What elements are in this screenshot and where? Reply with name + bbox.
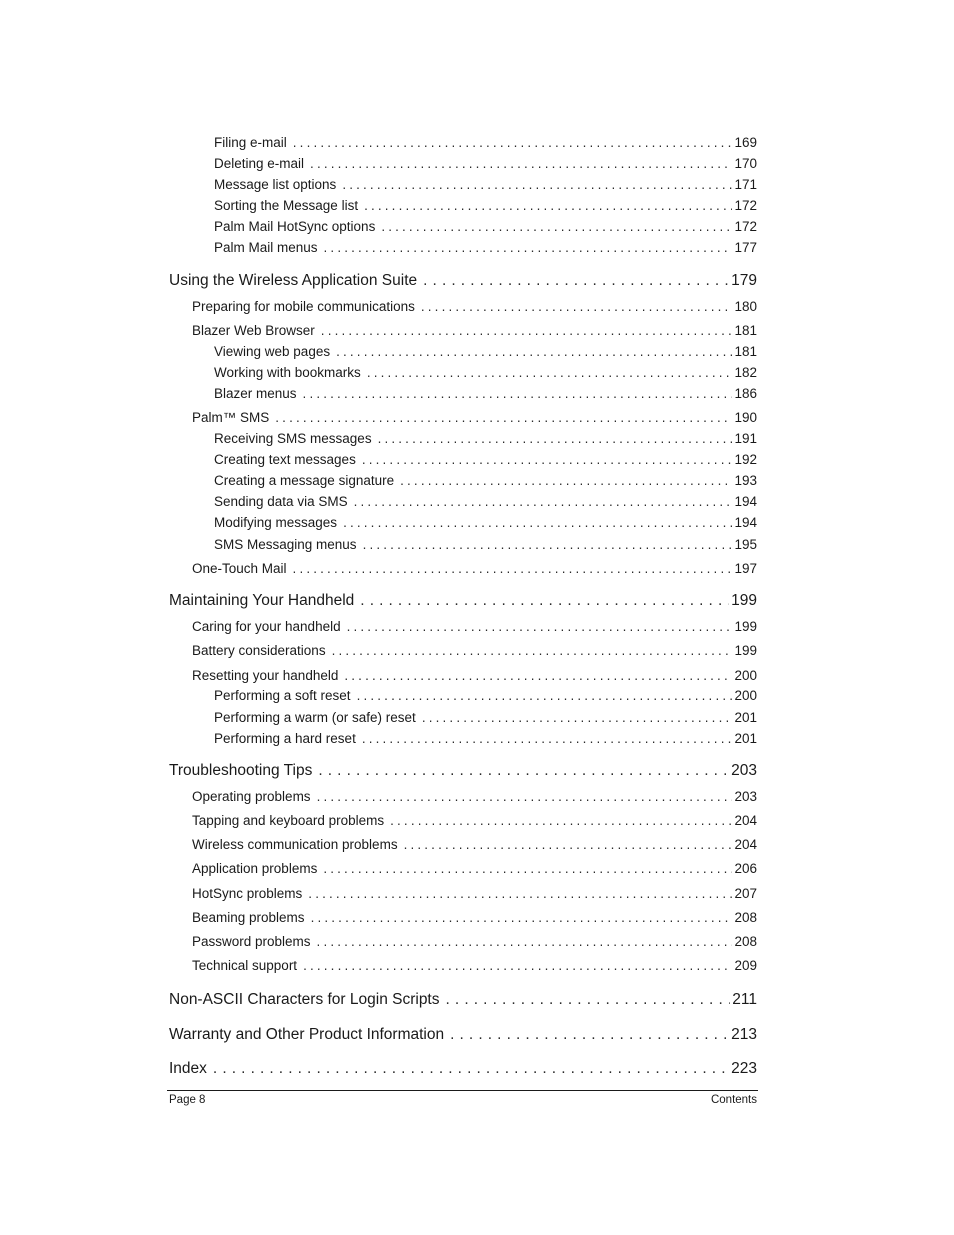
toc-entry-page-number: 211: [732, 991, 757, 1008]
dot-leader: [400, 473, 732, 488]
toc-entry-page-number: 194: [734, 515, 757, 530]
toc-entry-page-number: 206: [734, 861, 757, 876]
dot-leader: [317, 934, 733, 949]
toc-entry-page-number: 179: [731, 272, 757, 289]
dot-leader: [275, 410, 732, 425]
toc-subsection-entry[interactable]: [214, 156, 757, 176]
footer-page-number: Page 8: [169, 1094, 206, 1106]
toc-subsection-entry[interactable]: [214, 688, 757, 708]
toc-entry-title: Wireless communication problems: [192, 837, 398, 852]
toc-entry-title: Creating a message signature: [214, 473, 395, 488]
dot-leader: [293, 561, 733, 576]
toc-entry-page-number: 170: [734, 156, 757, 171]
toc-entry-title: Performing a warm (or safe) reset: [214, 710, 416, 725]
toc-subsection-entry[interactable]: [214, 731, 757, 751]
toc-entry-title: Performing a hard reset: [214, 731, 356, 746]
toc-section-entry[interactable]: [192, 958, 757, 978]
toc-entry-title: Caring for your handheld: [192, 619, 341, 634]
toc-entry-title: Modifying messages: [214, 515, 338, 530]
toc-section-entry[interactable]: [192, 410, 757, 430]
toc-entry-title: Resetting your handheld: [192, 668, 339, 683]
toc-entry-title: Troubleshooting Tips: [169, 762, 313, 779]
dot-leader: [303, 386, 733, 401]
toc-subsection-entry[interactable]: [214, 473, 757, 493]
toc-entry-title: Receiving SMS messages: [214, 431, 372, 446]
toc-entry-page-number: 192: [734, 452, 757, 467]
toc-entry-page-number: 199: [731, 592, 757, 609]
toc-entry-page-number: 209: [734, 958, 757, 973]
toc-entry-title: Password problems: [192, 934, 311, 949]
toc-chapter-entry[interactable]: [169, 991, 757, 1013]
toc-entry-page-number: 190: [734, 410, 757, 425]
toc-subsection-entry[interactable]: [214, 494, 757, 514]
toc-section-entry[interactable]: [192, 910, 757, 930]
toc-section-entry[interactable]: [192, 668, 757, 688]
toc-chapter-entry[interactable]: [169, 272, 757, 294]
dot-leader: [367, 365, 733, 380]
toc-chapter-entry[interactable]: [169, 1060, 757, 1082]
toc-entry-title: Battery considerations: [192, 643, 326, 658]
toc-section-entry[interactable]: [192, 837, 757, 857]
toc-entry-title: Filing e-mail: [214, 135, 287, 150]
toc-entry-page-number: 203: [734, 789, 757, 804]
toc-subsection-entry[interactable]: [214, 431, 757, 451]
toc-entry-title: Application problems: [192, 861, 318, 876]
toc-entry-page-number: 177: [734, 240, 757, 255]
toc-entry-title: Tapping and keyboard problems: [192, 813, 385, 828]
dot-leader: [381, 219, 732, 234]
toc-entry-title: Palm Mail HotSync options: [214, 219, 376, 234]
toc-entry-title: Maintaining Your Handheld: [169, 592, 355, 609]
dot-leader: [293, 135, 733, 150]
toc-entry-title: Blazer menus: [214, 386, 297, 401]
dot-leader: [310, 156, 732, 171]
toc-entry-page-number: 199: [734, 619, 757, 634]
toc-section-entry[interactable]: [192, 886, 757, 906]
toc-entry-title: Message list options: [214, 177, 337, 192]
dot-leader: [347, 619, 733, 634]
dot-leader: [332, 643, 733, 658]
toc-entry-page-number: 169: [734, 135, 757, 150]
toc-section-entry[interactable]: [192, 861, 757, 881]
dot-leader: [422, 710, 733, 725]
dot-leader: [362, 731, 733, 746]
toc-entry-page-number: 201: [734, 710, 757, 725]
toc-entry-page-number: 204: [734, 813, 757, 828]
toc-entry-title: SMS Messaging menus: [214, 537, 357, 552]
toc-entry-title: Index: [169, 1060, 207, 1077]
toc-entry-page-number: 182: [734, 365, 757, 380]
dot-leader: [364, 198, 732, 213]
dot-leader: [323, 861, 732, 876]
dot-leader: [362, 452, 733, 467]
dot-leader: [303, 958, 732, 973]
dot-leader: [354, 494, 733, 509]
toc-entry-title: Warranty and Other Product Information: [169, 1026, 445, 1043]
toc-subsection-entry[interactable]: [214, 710, 757, 730]
toc-entry-page-number: 200: [734, 668, 757, 683]
toc-entry-page-number: 208: [734, 934, 757, 949]
dot-leader: [324, 240, 733, 255]
toc-entry-title: Beaming problems: [192, 910, 305, 925]
dot-leader: [421, 299, 733, 314]
dot-leader: [360, 592, 729, 610]
toc-chapter-entry[interactable]: [169, 762, 757, 784]
toc-subsection-entry[interactable]: [214, 135, 757, 155]
toc-subsection-entry[interactable]: [214, 344, 757, 364]
toc-entry-title: Palm™ SMS: [192, 410, 270, 425]
toc-entry-title: Operating problems: [192, 789, 311, 804]
toc-entry-title: Blazer Web Browser: [192, 323, 315, 338]
toc-entry-page-number: 172: [734, 219, 757, 234]
footer-section-title: Contents: [710, 1094, 757, 1106]
dot-leader: [423, 272, 729, 290]
toc-entry-title: Preparing for mobile communications: [192, 299, 415, 314]
dot-leader: [342, 177, 732, 192]
toc-section-entry[interactable]: [192, 643, 757, 663]
toc-subsection-entry[interactable]: [214, 177, 757, 197]
dot-leader: [308, 886, 732, 901]
toc-subsection-entry[interactable]: [214, 386, 757, 406]
dot-leader: [363, 537, 733, 552]
toc-subsection-entry[interactable]: [214, 515, 757, 535]
toc-section-entry[interactable]: [192, 789, 757, 809]
toc-entry-page-number: 194: [734, 494, 757, 509]
dot-leader: [357, 688, 733, 703]
toc-section-entry[interactable]: [192, 934, 757, 954]
toc-entry-title: One-Touch Mail: [192, 561, 287, 576]
toc-entry-title: Creating text messages: [214, 452, 356, 467]
toc-entry-title: Performing a soft reset: [214, 688, 351, 703]
toc-subsection-entry[interactable]: [214, 537, 757, 557]
toc-entry-page-number: 195: [734, 537, 757, 552]
toc-chapter-entry[interactable]: [169, 1026, 757, 1048]
toc-entry-page-number: 213: [731, 1026, 757, 1043]
toc-entry-page-number: 193: [734, 473, 757, 488]
toc-entry-page-number: 204: [734, 837, 757, 852]
toc-entry-title: Working with bookmarks: [214, 365, 361, 380]
dot-leader: [321, 323, 733, 338]
toc-entry-title: Deleting e-mail: [214, 156, 305, 171]
footer-divider: [167, 1090, 758, 1091]
dot-leader: [343, 515, 732, 530]
toc-entry-title: Non-ASCII Characters for Login Scripts: [169, 991, 440, 1008]
toc-entry-page-number: 180: [734, 299, 757, 314]
dot-leader: [378, 431, 733, 446]
toc-entry-page-number: 203: [731, 762, 757, 779]
dot-leader: [318, 762, 729, 780]
toc-section-entry[interactable]: [192, 299, 757, 319]
toc-entry-title: Viewing web pages: [214, 344, 331, 359]
toc-entry-page-number: 200: [734, 688, 757, 703]
toc-subsection-entry[interactable]: [214, 240, 757, 260]
toc-entry-page-number: 181: [734, 344, 757, 359]
dot-leader: [450, 1026, 729, 1044]
toc-entry-title: Using the Wireless Application Suite: [169, 272, 418, 289]
toc-entry-title: Sorting the Message list: [214, 198, 359, 213]
toc-entry-title: HotSync problems: [192, 886, 303, 901]
toc-entry-page-number: 191: [734, 431, 757, 446]
dot-leader: [213, 1060, 729, 1078]
toc-chapter-entry[interactable]: [169, 592, 757, 614]
dot-leader: [317, 789, 733, 804]
toc-entry-page-number: 207: [734, 886, 757, 901]
toc-entry-page-number: 197: [734, 561, 757, 576]
toc-entry-title: Palm Mail menus: [214, 240, 318, 255]
toc-entry-page-number: 181: [734, 323, 757, 338]
toc-subsection-entry[interactable]: [214, 198, 757, 218]
dot-leader: [446, 991, 731, 1009]
toc-section-entry[interactable]: [192, 561, 757, 581]
dot-leader: [390, 813, 732, 828]
toc-entry-page-number: 208: [734, 910, 757, 925]
toc-entry-page-number: 172: [734, 198, 757, 213]
dot-leader: [344, 668, 732, 683]
toc-section-entry[interactable]: [192, 323, 757, 343]
dot-leader: [404, 837, 733, 852]
dot-leader: [336, 344, 732, 359]
toc-entry-page-number: 201: [734, 731, 757, 746]
toc-subsection-entry[interactable]: [214, 452, 757, 472]
toc-entry-page-number: 223: [731, 1060, 757, 1077]
toc-subsection-entry[interactable]: [214, 365, 757, 385]
toc-entry-title: Sending data via SMS: [214, 494, 348, 509]
toc-section-entry[interactable]: [192, 813, 757, 833]
toc-entry-page-number: 186: [734, 386, 757, 401]
toc-entry-page-number: 199: [734, 643, 757, 658]
toc-entry-title: Technical support: [192, 958, 298, 973]
toc-subsection-entry[interactable]: [214, 219, 757, 239]
toc-section-entry[interactable]: [192, 619, 757, 639]
dot-leader: [311, 910, 733, 925]
toc-entry-page-number: 171: [734, 177, 757, 192]
